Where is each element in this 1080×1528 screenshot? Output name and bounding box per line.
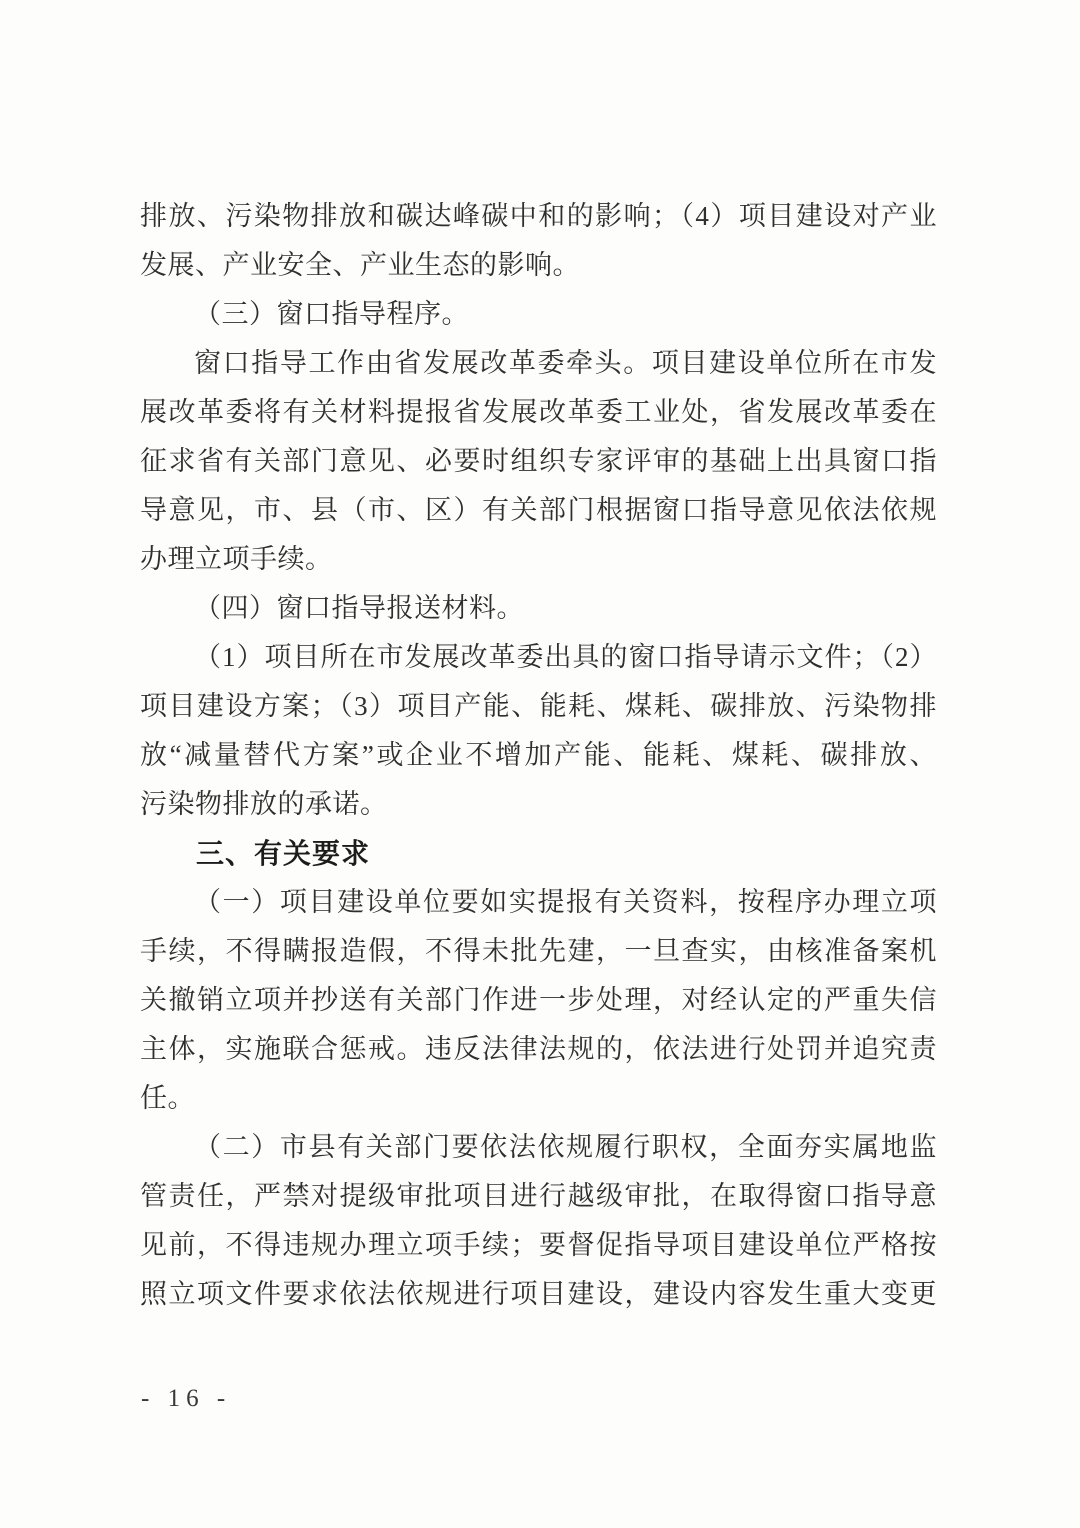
- text-line: 征求省有关部门意见、必要时组织专家评审的基础上出具窗口指: [140, 446, 937, 476]
- text-line: 排放、污染物排放和碳达峰碳中和的影响；（4）项目建设对产业: [140, 201, 937, 231]
- text-line: 见前，不得违规办理立项手续；要督促指导项目建设单位严格按: [140, 1230, 937, 1260]
- text-line: （1）项目所在市发展改革委出具的窗口指导请示文件；（2）: [194, 642, 937, 672]
- text-line: 污染物排放的承诺。: [140, 789, 388, 819]
- text-line: 办理立项手续。: [140, 544, 333, 574]
- text-line: （二）市县有关部门要依法依规履行职权，全面夯实属地监: [194, 1132, 937, 1162]
- document-body: [140, 192, 937, 1319]
- text-line: 展改革委将有关材料提报省发展改革委工业处，省发展改革委在: [140, 397, 937, 427]
- text-line: 发展、产业安全、产业生态的影响。: [140, 250, 580, 280]
- text-line: 管责任，严禁对提级审批项目进行越级审批，在取得窗口指导意: [140, 1181, 937, 1211]
- text-line: 手续，不得瞒报造假，不得未批先建，一旦查实，由核准备案机: [140, 936, 937, 966]
- text-line: 窗口指导工作由省发展改革委牵头。项目建设单位所在市发: [194, 348, 937, 378]
- text-line: 主体，实施联合惩戒。违反法律法规的，依法进行处罚并追究责: [140, 1034, 937, 1064]
- page-number: - 16 -: [141, 1385, 232, 1412]
- text-line: （一）项目建设单位要如实提报有关资料，按程序办理立项: [194, 887, 937, 917]
- text-line: 项目建设方案；（3）项目产能、能耗、煤耗、碳排放、污染物排: [140, 691, 937, 721]
- subsection-title: （四）窗口指导报送材料。: [194, 593, 524, 623]
- text-line: 照立项文件要求依法依规进行项目建设，建设内容发生重大变更: [140, 1279, 937, 1309]
- text-line: 放“减量替代方案”或企业不增加产能、能耗、煤耗、碳排放、: [140, 740, 937, 770]
- text-line: 关撤销立项并抄送有关部门作进一步处理，对经认定的严重失信: [140, 985, 937, 1015]
- text-line: 任。: [140, 1083, 195, 1113]
- text-line: 导意见，市、县（市、区）有关部门根据窗口指导意见依法依规: [140, 495, 937, 525]
- section-heading: 三、有关要求: [196, 838, 371, 869]
- subsection-title: （三）窗口指导程序。: [194, 299, 469, 329]
